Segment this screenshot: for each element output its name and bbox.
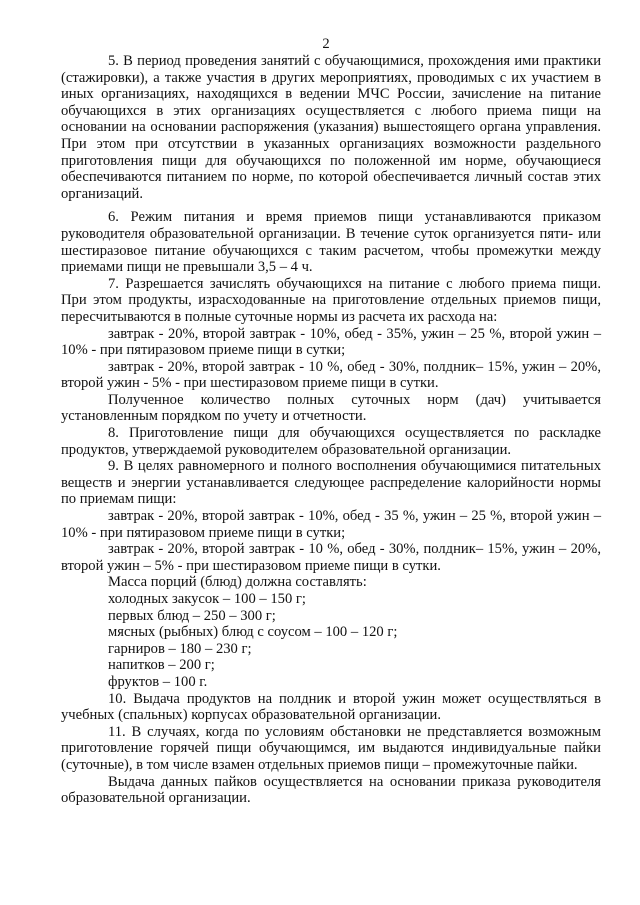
paragraph-9-five-meals: завтрак - 20%, второй завтрак - 10%, обед - 35 %, ужин – 25 %, второй ужин – 10% - при пятиразовом приеме пищи в сутки; [61, 508, 601, 541]
portions-intro: Масса порций (блюд) должна составлять: [108, 574, 367, 591]
portion-item: напитков – 200 г; [108, 657, 215, 674]
portion-item: холодных закусок – 100 – 150 г; [108, 591, 306, 607]
portion-item: мясных (рыбных) блюд с соусом – 100 – 120 г; [108, 624, 398, 641]
paragraph-8: 8. Приготовление пищи для обучающихся осуществляется по раскладке продуктов, утверждаемой руководителем образовательной организации. [61, 425, 601, 458]
paragraph-6: 6. Режим питания и время приемов пищи устанавливаются приказом руководителя образовательной организации. В течение суток организуется пяти- или шестиразовое питание обучающихся с таким расчетом, чтобы промежутки между приемами пищи не превышали 3,5 – 4 ч. [61, 209, 601, 276]
paragraph-9-six-meals: завтрак - 20%, второй завтрак - 10 %, обед - 30%, полдник– 15%, ужин – 20%, второй ужин – 5% - при шестиразовом приеме пищи в сутки. [61, 541, 601, 574]
paragraph-9: 9. В целях равномерного и полного восполнения обучающимися питательных веществ и энергии устанавливается следующее распределение калорийности нормы по приемам пищи: [61, 458, 601, 508]
paragraph-7: 7. Разрешается зачислять обучающихся на питание с любого приема пищи. При этом продукты, израсходованные на приготовление отдельных приемов пищи, пересчитываются в полные суточные нормы из расчета их расхода на: [61, 275, 601, 325]
portion-item: гарниров – 180 – 230 г; [108, 640, 252, 657]
portion-item: первых блюд – 250 – 300 г; [108, 607, 276, 624]
paragraph-7-count: Полученное количество полных суточных норм (дач) учитывается установленным порядком по учету и отчетности. [61, 391, 601, 425]
paragraph-11-issue: Выдача данных пайков осуществляется на основании приказа руководителя образовательной организации. [61, 773, 601, 807]
document-body [61, 53, 601, 807]
paragraph-5: 5. В период проведения занятий с обучающимися, прохождения ими практики (стажировки), а также участия в других мероприятиях, проводимых с их участием в иных организациях, находящихся в ведении МЧС России, зачисление на питание обучающихся в этих организациях осуществляется с любого приема пищи на основании на основании распоряжения (указания) вышестоящего органа управления. При этом при отсутствии в указанных организациях возможности раздельного приготовления пищи для обучающихся по положенной им норме, обучающиеся обеспечиваются питанием по норме, по которой обеспечивается личный состав этих организаций. [61, 53, 601, 202]
portion-item: фруктов – 100 г. [108, 673, 208, 690]
paragraph-7-five-meals: завтрак - 20%, второй завтрак - 10%, обед - 35%, ужин – 25 %, второй ужин – 10% - при пятиразовом приеме пищи в сутки; [61, 325, 601, 359]
page-number: 2 [322, 36, 330, 52]
paragraph-7-six-meals: завтрак - 20%, второй завтрак - 10 %, обед - 30%, полдник– 15%, ужин – 20%, второй ужин - 5% - при шестиразовом приеме пищи в сутки. [61, 358, 601, 392]
paragraph-10: 10. Выдача продуктов на полдник и второй ужин может осуществляться в учебных (спальных) корпусах образовательной организации. [61, 690, 601, 724]
paragraph-11: 11. В случаях, когда по условиям обстановки не представляется возможным приготовление горячей пищи обучающимся, им выдаются индивидуальные пайки (суточные), в том числе взамен отдельных приемов пищи – промежуточные пайки. [61, 723, 601, 773]
